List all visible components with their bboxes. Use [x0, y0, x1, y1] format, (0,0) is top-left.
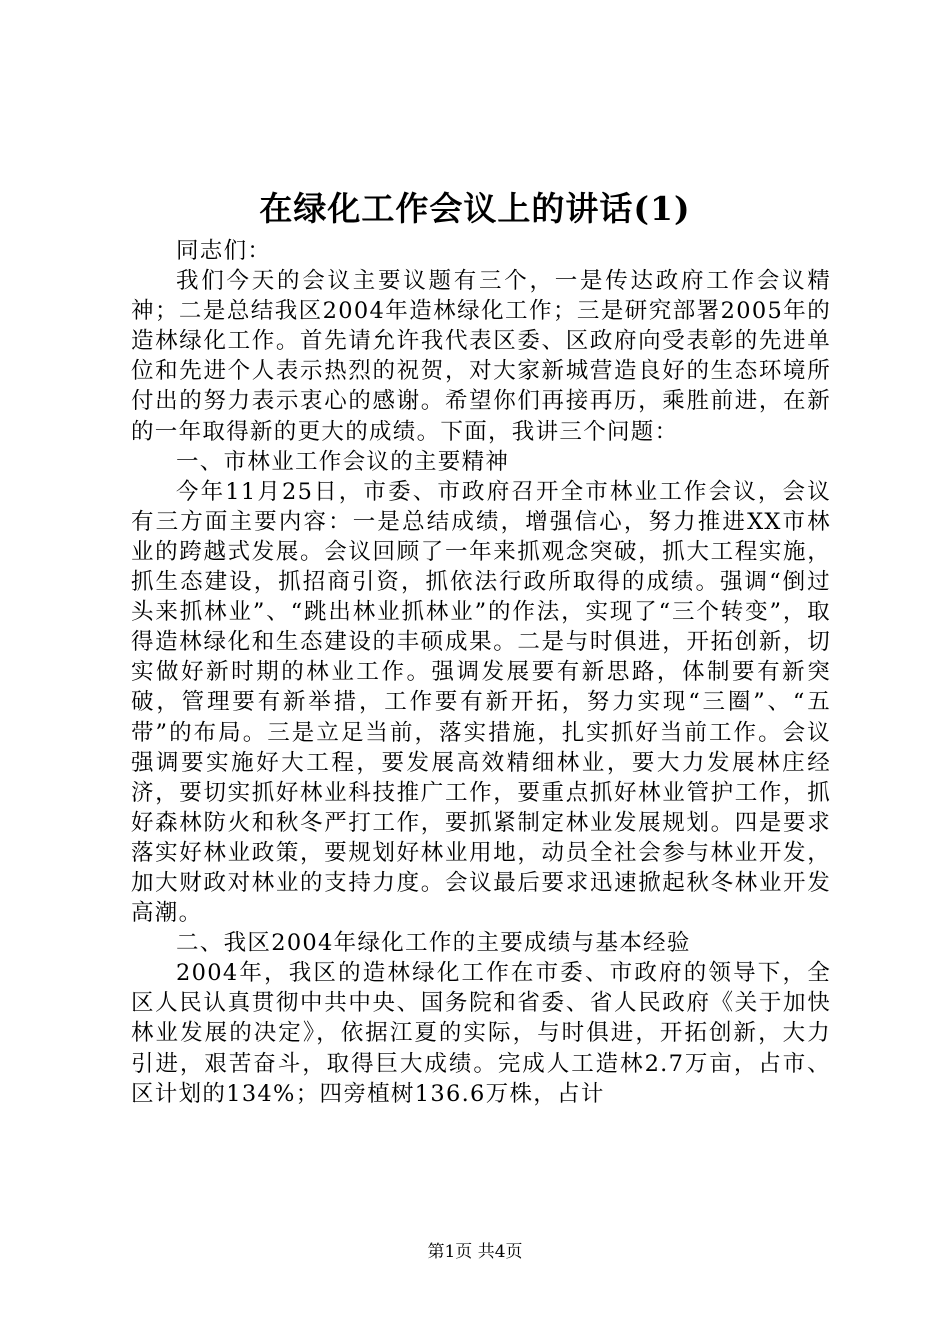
intro-paragraph: 我们今天的会议主要议题有三个，一是传达政府工作会议精神；二是总结我区2004年造林绿化工作；三是研究部署2005年的造林绿化工作。首先请允许我代表区委、区政府向受表彰的先进单位和先进个人表示热烈的祝贺，对大家新城营造良好的生态环境所付出的努力表示衷心的感谢。希望你们再接再历，乘胜前进，在新的一年取得新的更大的成绩。下面，我讲三个问题：	[131, 268, 831, 445]
section-2-paragraph: 2004年，我区的造林绿化工作在市委、市政府的领导下，全区人民认真贯彻中共中央、国务院和省委、省人民政府《关于加快林业发展的决定》，依据江夏的实际，与时俱进，开拓创新，大力引进，艰苦奋斗，取得巨大成绩。完成人工造林2.7万亩，占市、区计划的134%；四旁植树136.6万株，占计	[131, 960, 831, 1107]
section-heading-1: 一、市林业工作会议的主要精神	[176, 448, 510, 475]
document-title: 在绿化工作会议上的讲话(1)	[259, 189, 691, 228]
page-footer: 第1页 共4页	[427, 1242, 523, 1262]
section-1-paragraph: 今年11月25日，市委、市政府召开全市林业工作会议，会议有三方面主要内容：一是总结成绩，增强信心，努力推进XX市林业的跨越式发展。会议回顾了一年来抓观念突破，抓大工程实施，抓生态建设，抓招商引资，抓依法行政所取得的成绩。强调“倒过头来抓林业”、“跳出林业抓林业”的作法，实现了“三个转变”，取得造林绿化和生态建设的丰硕成果。二是与时俱进，开拓创新，切实做好新时期的林业工作。强调发展要有新思路，体制要有新突破，管理要有新举措，工作要有新开拓，努力实现“三圈”、“五带”的布局。三是立足当前，落实措施，扎实抓好当前工作。会议强调要实施好大工程，要发展高效精细林业，要大力发展林庄经济，要切实抓好林业科技推广工作，要重点抓好林业管护工作，抓好森林防火和秋冬严打工作，要抓紧制定林业发展规划。四是要求落实好林业政策，要规划好林业用地，动员全社会参与林业开发，加大财政对林业的支持力度。会议最后要求迅速掀起秋冬林业开发高潮。	[131, 478, 831, 927]
section-heading-2: 二、我区2004年绿化工作的主要成绩与基本经验	[176, 930, 691, 957]
salutation-paragraph: 同志们：	[176, 238, 272, 264]
document-body	[131, 236, 831, 1109]
